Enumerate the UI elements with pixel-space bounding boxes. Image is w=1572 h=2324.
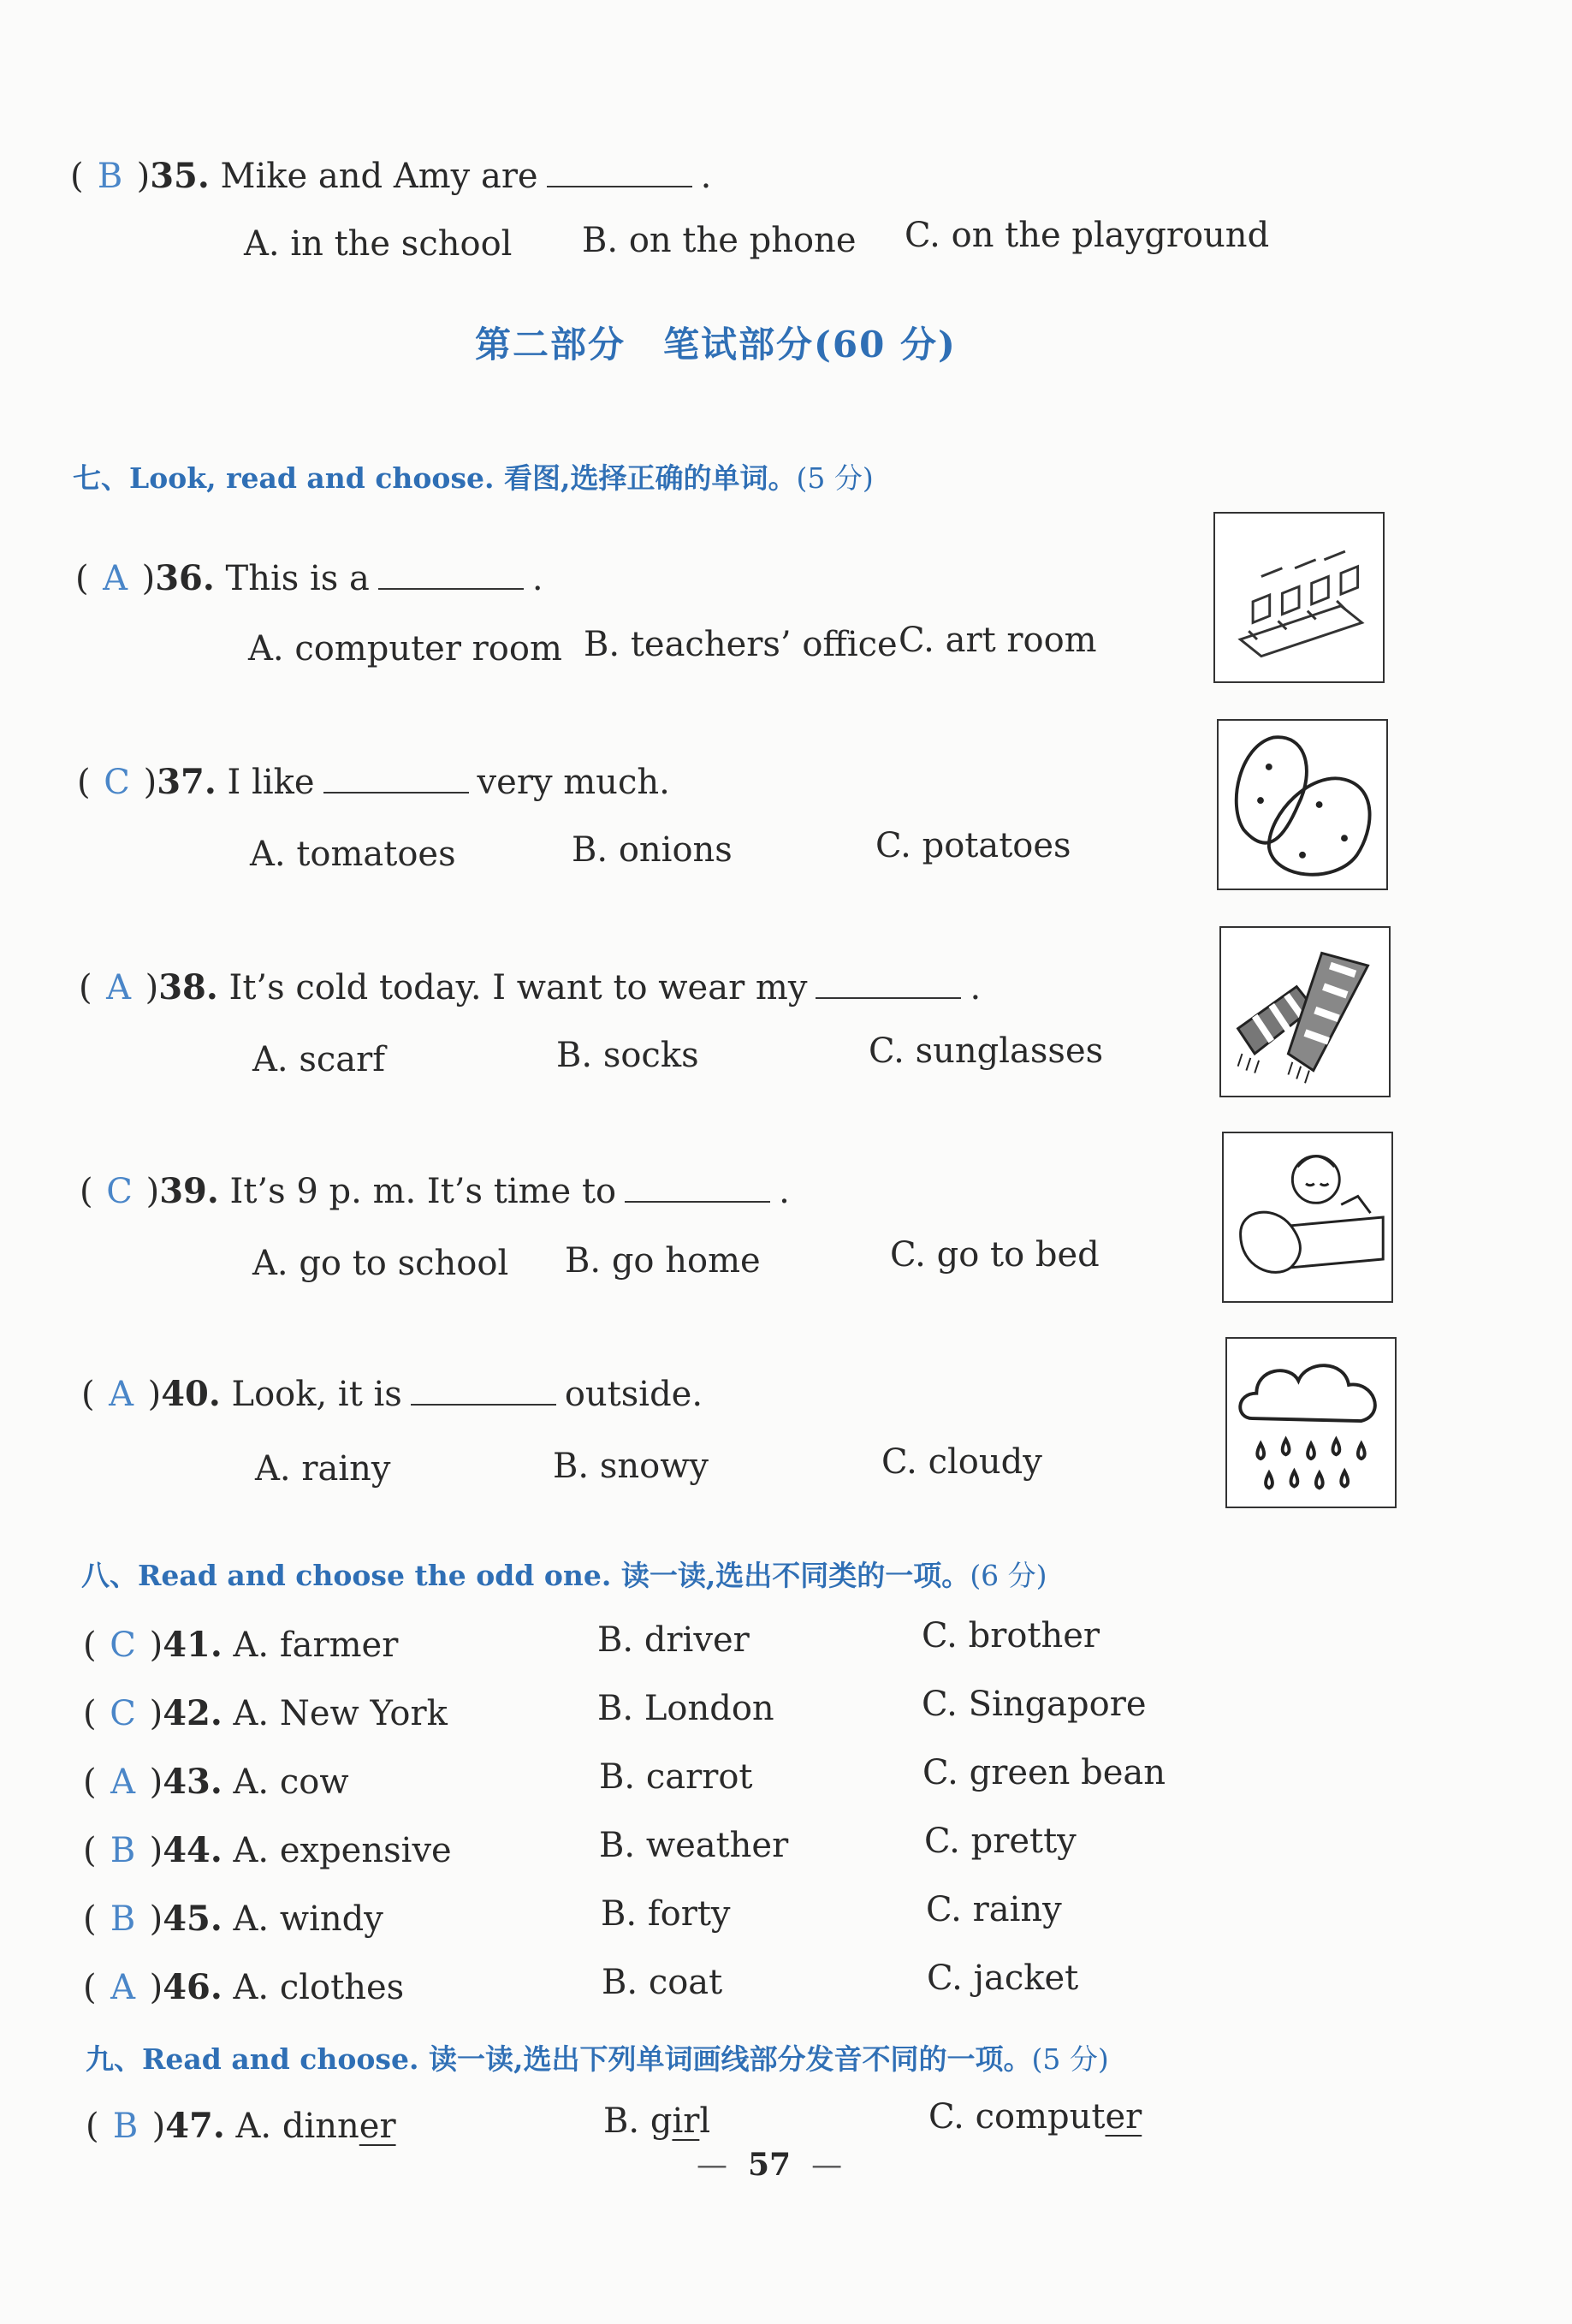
option-b: B. teachers’ office bbox=[584, 625, 898, 664]
option-b: B. on the phone bbox=[582, 221, 857, 260]
rain-cloud-icon bbox=[1225, 1337, 1397, 1508]
question-47: ( B )47. A. dinner bbox=[86, 2106, 396, 2146]
question-45: ( B )45. A. windy bbox=[83, 1899, 383, 1939]
computer-room-icon bbox=[1213, 512, 1385, 683]
question-number: 35. bbox=[150, 156, 210, 196]
option-c: C. sunglasses bbox=[869, 1031, 1104, 1071]
option-a: A. dinner bbox=[235, 2107, 396, 2146]
answer-36: A bbox=[103, 559, 128, 598]
option-b: B. onions bbox=[572, 830, 733, 870]
option-c: C. cloudy bbox=[881, 1442, 1042, 1482]
question-38: ( A )38. It’s cold today. I want to wear my . bbox=[79, 967, 982, 1007]
answer-38: A bbox=[106, 968, 132, 1007]
option-b: B. socks bbox=[556, 1036, 699, 1075]
question-number: 38. bbox=[158, 967, 218, 1007]
option-a: A. expensive bbox=[233, 1831, 452, 1870]
question-40: ( A )40. Look, it is outside. bbox=[81, 1374, 703, 1414]
option-b: B. snowy bbox=[553, 1447, 709, 1486]
potatoes-icon bbox=[1217, 719, 1388, 890]
question-stem: Mike and Amy are bbox=[220, 157, 538, 196]
question-stem: I like bbox=[227, 763, 315, 802]
answer-blank bbox=[547, 186, 692, 187]
question-number: 46. bbox=[163, 1967, 222, 2007]
option-a: A. go to school bbox=[252, 1244, 509, 1283]
question-stem: It’s 9 p. m. It’s time to bbox=[229, 1172, 617, 1211]
answer-39: C bbox=[106, 1172, 133, 1211]
answer-47: B bbox=[112, 2107, 139, 2146]
answer-blank bbox=[816, 997, 961, 999]
question-43: ( A )43. A. cow bbox=[83, 1762, 349, 1802]
option-b: B. London bbox=[597, 1689, 774, 1728]
answer-blank bbox=[323, 792, 469, 793]
question-end: outside. bbox=[564, 1375, 703, 1414]
page-number-value: 57 bbox=[748, 2147, 792, 2183]
option-c: C. Singapore bbox=[922, 1685, 1147, 1724]
option-a: A. clothes bbox=[233, 1968, 405, 2007]
question-number: 42. bbox=[163, 1693, 222, 1733]
question-number: 44. bbox=[163, 1830, 222, 1870]
section-7-heading bbox=[73, 456, 874, 496]
question-end: . bbox=[970, 968, 982, 1007]
answer-42: C bbox=[110, 1694, 136, 1733]
answer-37: C bbox=[104, 763, 130, 802]
option-b: B. weather bbox=[599, 1826, 789, 1865]
section-9-heading bbox=[86, 2037, 1109, 2077]
question-end: . bbox=[700, 157, 712, 196]
option-c: C. green bean bbox=[922, 1753, 1166, 1792]
section-title: 七、Look, read and choose. 看图,选择正确的单词。 bbox=[73, 461, 797, 495]
answer-40: A bbox=[109, 1375, 134, 1414]
option-c: C. rainy bbox=[926, 1890, 1062, 1929]
option-c: C. art room bbox=[899, 621, 1097, 660]
option-a: A. rainy bbox=[255, 1449, 391, 1489]
question-number: 41. bbox=[163, 1625, 222, 1665]
section-title: 八、Read and choose the odd one. 读一读,选出不同类的一项。 bbox=[81, 1559, 970, 1592]
question-35: ( B )35. Mike and Amy are . bbox=[70, 156, 712, 196]
page-number: — 57 — bbox=[697, 2147, 843, 2183]
answer-45: B bbox=[110, 1899, 136, 1939]
part-two-title: 第二部分 笔试部分(60 分) bbox=[475, 324, 957, 366]
question-number: 47. bbox=[165, 2106, 225, 2146]
section-score: (6 分) bbox=[970, 1559, 1047, 1592]
section-score: (5 分) bbox=[796, 461, 874, 495]
question-41: ( C )41. A. farmer bbox=[83, 1625, 399, 1665]
answer-43: A bbox=[110, 1762, 136, 1802]
answer-blank bbox=[378, 588, 524, 590]
question-number: 37. bbox=[157, 762, 217, 802]
option-c: C. brother bbox=[922, 1616, 1100, 1655]
answer-44: B bbox=[110, 1831, 136, 1870]
option-a: A. farmer bbox=[233, 1626, 399, 1665]
answer-41: C bbox=[110, 1626, 136, 1665]
answer-46: A bbox=[110, 1968, 136, 2007]
answer-35: B bbox=[97, 157, 123, 196]
option-a: A. windy bbox=[233, 1899, 383, 1939]
question-36: ( A )36. This is a . bbox=[75, 558, 543, 598]
question-number: 40. bbox=[161, 1374, 221, 1414]
option-c: C. potatoes bbox=[875, 826, 1071, 865]
option-b: B. coat bbox=[602, 1963, 723, 2002]
section-title: 九、Read and choose. 读一读,选出下列单词画线部分发音不同的一项。 bbox=[86, 2042, 1032, 2076]
option-b: B. girl bbox=[603, 2101, 711, 2141]
question-42: ( C )42. A. New York bbox=[83, 1693, 448, 1733]
underlined-letters: er bbox=[359, 2107, 396, 2146]
question-46: ( A )46. A. clothes bbox=[83, 1967, 405, 2007]
answer-blank bbox=[411, 1404, 556, 1406]
question-44: ( B )44. A. expensive bbox=[83, 1830, 452, 1870]
question-number: 43. bbox=[163, 1762, 222, 1802]
option-b: B. forty bbox=[601, 1894, 731, 1934]
option-c: C. jacket bbox=[927, 1958, 1079, 1998]
question-end: very much. bbox=[477, 763, 670, 802]
question-stem: This is a bbox=[225, 559, 370, 598]
option-a: A. scarf bbox=[252, 1040, 386, 1079]
option-a: A. New York bbox=[233, 1694, 448, 1733]
question-39: ( C )39. It’s 9 p. m. It’s time to . bbox=[80, 1171, 790, 1211]
section-8-heading bbox=[81, 1554, 1047, 1594]
option-b: B. carrot bbox=[599, 1757, 753, 1797]
option-a: A. computer room bbox=[248, 629, 562, 669]
question-end: . bbox=[531, 559, 543, 598]
question-number: 39. bbox=[159, 1171, 219, 1211]
answer-blank bbox=[625, 1201, 770, 1203]
question-37: ( C )37. I like very much. bbox=[77, 762, 670, 802]
underlined-letters: ir bbox=[672, 2101, 700, 2141]
question-number: 36. bbox=[155, 558, 215, 598]
option-c: C. pretty bbox=[924, 1822, 1077, 1861]
underlined-letters: er bbox=[1105, 2097, 1142, 2137]
option-c: C. computer bbox=[928, 2097, 1142, 2137]
option-c: C. on the playground bbox=[905, 216, 1270, 255]
option-a: A. tomatoes bbox=[250, 835, 456, 874]
sleeping-icon bbox=[1222, 1132, 1393, 1303]
option-a: A. cow bbox=[233, 1762, 349, 1802]
option-a: A. in the school bbox=[244, 224, 513, 264]
option-c: C. go to bed bbox=[890, 1235, 1100, 1275]
question-stem: Look, it is bbox=[231, 1375, 402, 1414]
question-number: 45. bbox=[163, 1899, 222, 1939]
section-score: (5 分) bbox=[1031, 2042, 1109, 2076]
option-b: B. driver bbox=[597, 1620, 750, 1660]
question-end: . bbox=[779, 1172, 790, 1211]
scarf-icon bbox=[1219, 926, 1391, 1097]
question-stem: It’s cold today. I want to wear my bbox=[228, 968, 808, 1007]
option-b: B. go home bbox=[565, 1241, 761, 1281]
